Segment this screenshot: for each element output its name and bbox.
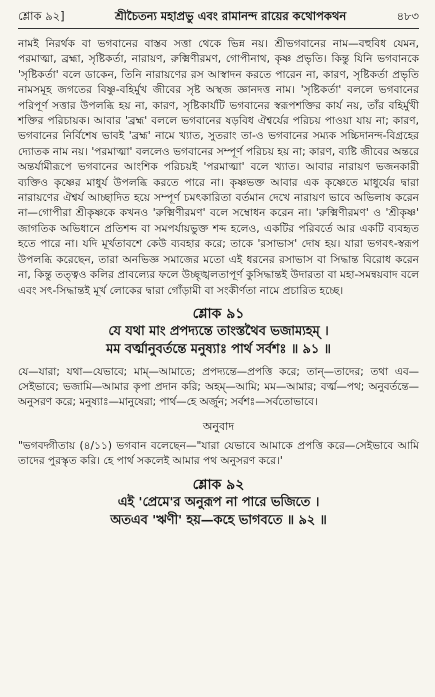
verse-92-line-2: অতএব 'ঋণী' হয়—কহে ভাগবতে ॥ ৯২ ॥ [110, 512, 327, 528]
word-meanings: যে—যারা; যথা—যেভাবে; মাম্—আমাতে; প্রপদ্যন্তে—প্রপত্তি করে; তান্—তাদের; তথা এব—সেইভাবে; ভজামি—আমার কৃপা প্রদান করি; অহম্—আমি; মম—আমার; বর্ত্ম—পথ; অনুবর্তন্তে—অনুসরণ করে; মনুষ্যাঃ—মানুষেরা; পার্থ—হে অর্জুন; সর্বশঃ—সর্বতোভাবে। [18, 365, 419, 408]
verse-92-heading: শ্লোক ৯২ [192, 476, 245, 493]
purport-text [18, 37, 419, 299]
translation-text: "ভগবদ্গীতায় (৪/১১) ভগবান বলেছেন—"যারা যেভাবে আমাকে প্রপত্তি করে—সেইভাবে আমি তাদের পুরস্কৃত করি। হে পার্থ সকলেই আমার পথ অনুসরণ করে।' [18, 439, 419, 468]
verse-91-heading: শ্লোক ৯১ [192, 305, 245, 322]
translation-heading: অনুবাদ [202, 419, 235, 433]
verse-92-line-1: এই 'প্রেমে'র অনুরূপ না পারে ভজিতে । [117, 494, 320, 510]
purport-paragraph: নামই নিরর্থক বা ভগবানের বাস্তব সত্তা থেকে ভিন্ন নয়। শ্রীভগবানের নাম—বহুবিধ যেমন, পরমাত্মা, ব্রহ্মা, সৃষ্টিকর্তা, নারায়ণ, রুক্মিণীরমণ, গোপীনাথ, কৃষ্ণ প্রভৃতি। কিন্তু যিনি ভগবানকে 'সৃষ্টিকর্তা' বলে ডাকেন, তিনি নারায়ণের রস আস্বাদন করতে পারেন না, কারণ, সৃষ্টিকর্তা প্রভৃতি নামসমূহ জগতের বিষ্ণু-বহির্মুখ জীবের সৃষ্ট অস্থজ জ্ঞানদত্ত নাম। 'সৃষ্টিকর্তা' বললে ভগবানের পরিপূর্ণ সত্তার উপলব্ধি হয় না, কারণ, সৃষ্টিকার্যটি ভগবানের স্বরূপশক্তির কার্য নয়, তাঁর বহির্মুখী শক্তির পরিচায়ক। আবার 'ব্রহ্ম' বললে ভগবানের ষড়বিধ ঐশ্বর্যের পরিচয় পাওয়া যায় না; কারণ, ভগবানের নির্বিশেষ ভাবই 'ব্রহ্ম' নামে খ্যাত, সুতরাং তা-ও ভগবানের সম্যক সচ্চিদানন্দ-বিগ্রহের দ্যোতক নাম নয়। 'পরমাত্মা' বললেও ভগবানের সম্পূর্ণ পরিচয় হয় না; কারণ, ব্যষ্টি জীবের অন্তরে অন্তর্যামীরূপে ভগবানের আংশিক পরিচয়ই 'পরমাত্মা' বলে খ্যাত। আবার নারায়ণ ভজনকারী ব্যক্তিও কৃষ্ণের মাধুর্য উপলব্ধি করতে পারে না। কৃষ্ণভক্ত আবার এক কৃষ্ণেতে মাধুর্যের দ্বারা নারায়ণের ঐশ্বর্য আচ্ছাদিত হয়ে সম্পূর্ণ চমৎকারিতা বর্তমান দেখে নারায়ণ ভাবে অভিলাষ করেন না—গোপীরা শ্রীকৃষ্ণকে কখনও 'রুক্মিণীরমণ' বলে সম্বোধন করেন না। 'রুক্মিণীরমণ' ও 'শ্রীকৃষ্ণ' জাগতিক অভিধানে প্রতিশব্দ বা সমপর্যায়ভুক্ত শব্দ হলেও, একটির পরিবর্তে আর একটি ব্যবহৃত হতে পারে না। যদি মূর্খতাবশে কেউ ব্যবহার করে; তাকে 'রসাভাস' দোষ হয়। যারা ভগবৎ-স্বরূপ উপলব্ধি করেছেন, তারা অনভিজ্ঞ সমাজের মতো এই ধরনের রসাভাস বা সিদ্ধান্ত বিরোধ করেন না, কিন্তু তত্ত্বও কলির প্রাবল্যের ফলে উচ্ছৃঙ্খলতাপূর্ণ কুসিদ্ধান্তই উদারতা বা মহা-সমন্বয়বাদ বলে এবং সৎ-সিদ্ধান্তই মূর্খ লোকের দ্বারা গোঁড়ামী বা সংকীর্ণতা নামে প্রচারিত হচ্ছে। [18, 38, 419, 297]
verse-91-line-2: মম বর্ত্মানুবর্তন্তে মনুষ্যাঃ পার্থ সর্বশঃ ॥ ৯১ ॥ [106, 341, 331, 357]
running-header [18, 8, 419, 29]
header-verse-ref: শ্লোক ৯২] [18, 9, 65, 23]
header-title: শ্রীচৈতন্য মহাপ্রভু এবং রামানন্দ রায়ের কথোপকথন [114, 9, 347, 23]
verse-91-line-1: যে যথা মাং প্রপদ্যন্তে তাংস্তথৈব ভজাম্যহম্ । [108, 323, 329, 339]
page-number: ৪৮৩ [396, 9, 419, 23]
